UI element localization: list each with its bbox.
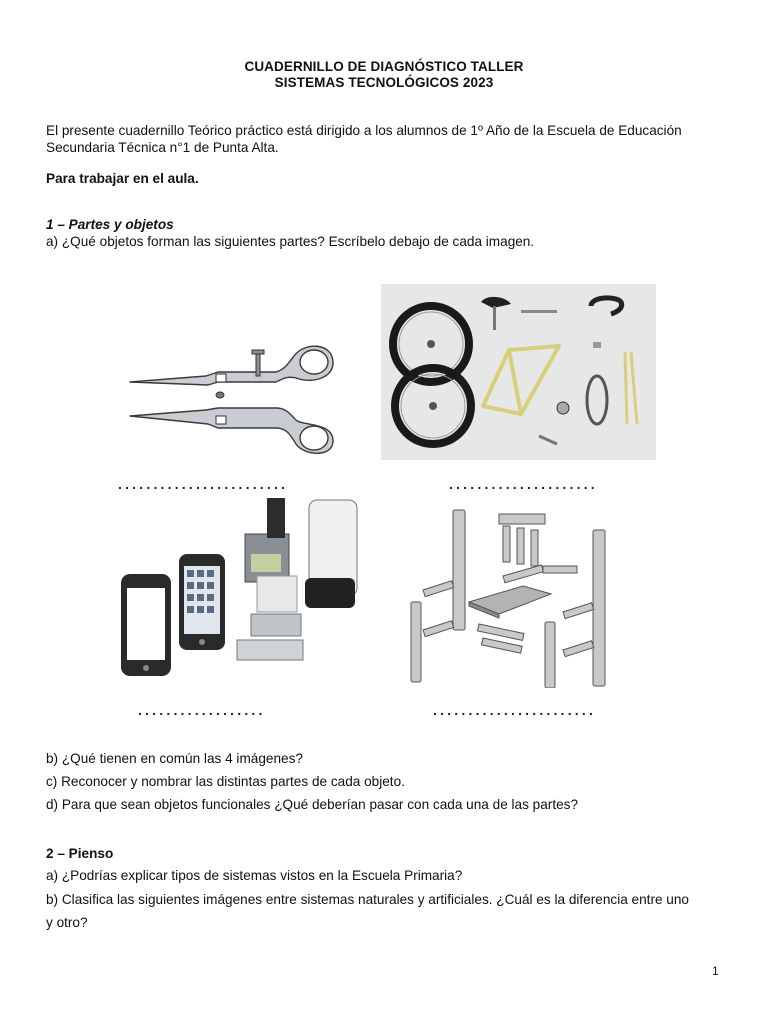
section-2-question-b-line-2: y otro? [46,915,88,930]
document-title-line-2: SISTEMAS TECNOLÓGICOS 2023 [274,75,494,90]
chair-answer-line[interactable]: ....................... [433,702,597,718]
phone-parts-image [117,494,362,690]
phone-answer-line[interactable]: .................. [138,702,266,718]
document-title-line-1: CUADERNILLO DE DIAGNÓSTICO TALLER [244,59,524,74]
classroom-heading: Para trabajar en el aula. [46,171,199,186]
scissors-answer-line[interactable]: ........................ [118,476,289,492]
page-number: 1 [712,964,719,978]
bicycle-answer-line[interactable]: ..................... [449,476,598,492]
intro-paragraph-line-1: El presente cuadernillo Teórico práctico está dirigido a los alumnos de 1º Año de la Escuela de Educación [46,123,682,138]
chair-parts-image [403,506,613,688]
section-1-question-b: b) ¿Qué tienen en común las 4 imágenes? [46,751,303,766]
section-2-question-a: a) ¿Podrías explicar tipos de sistemas vistos en la Escuela Primaria? [46,868,463,883]
section-1-question-a: a) ¿Qué objetos forman las siguientes partes? Escríbelo debajo de cada imagen. [46,234,535,249]
section-2-heading: 2 – Pienso [46,846,114,861]
intro-paragraph-line-2: Secundaria Técnica n°1 de Punta Alta. [46,140,279,155]
section-1-question-d: d) Para que sean objetos funcionales ¿Qué deberían pasar con cada una de las partes? [46,797,579,812]
bicycle-parts-image [381,284,656,460]
scissors-parts-image [126,338,338,458]
section-1-heading: 1 – Partes y objetos [46,217,174,232]
section-2-question-b-line-1: b) Clasifica las siguientes imágenes entre sistemas naturales y artificiales. ¿Cuál es la diferencia entre uno [46,892,689,907]
section-1-question-c: c) Reconocer y nombrar las distintas partes de cada objeto. [46,774,405,789]
